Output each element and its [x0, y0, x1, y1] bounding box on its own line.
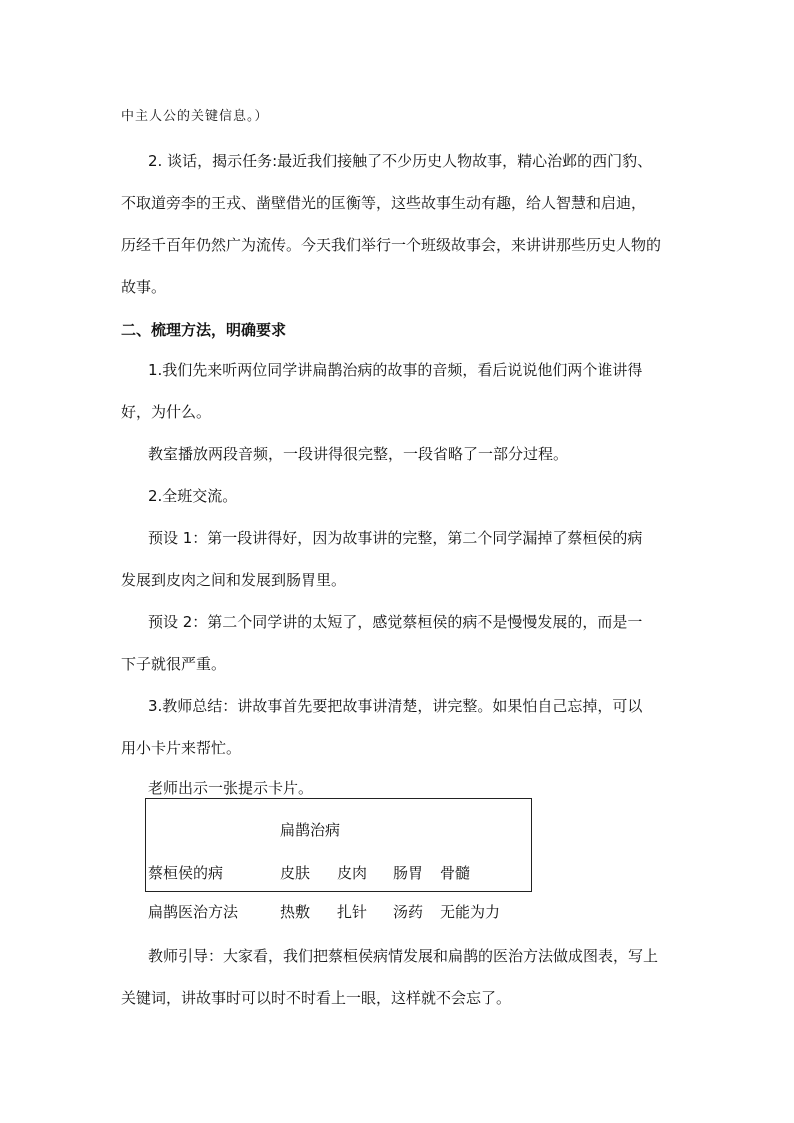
paragraph-line: 预设 2：第二个同学讲的太短了，感觉蔡桓侯的病不是慢慢发展的，而是一 [148, 613, 643, 631]
card-row2-item: 汤药 [393, 903, 424, 921]
card-title: 扁鹊治病 [280, 821, 341, 839]
paragraph-line: 好，为什么。 [121, 403, 212, 421]
paragraph-line: 老师出示一张提示卡片。 [148, 779, 314, 797]
paragraph-line: 故事。 [121, 278, 167, 296]
paragraph-line: 2. 谈话，揭示任务:最近我们接触了不少历史人物故事，精心治邺的西门豹、 [148, 152, 653, 170]
paragraph-line: 历经千百年仍然广为流传。今天我们举行一个班级故事会，来讲讲那些历史人物的 [121, 236, 662, 254]
paragraph-line: 教室播放两段音频，一段讲得很完整，一段省略了一部分过程。 [148, 445, 569, 463]
card-row2-item: 无能为力 [440, 903, 501, 921]
section-heading: 二、梳理方法，明确要求 [121, 321, 287, 339]
paragraph-line: 教师引导：大家看，我们把蔡桓侯病情发展和扁鹊的医治方法做成图表，写上 [148, 947, 659, 965]
card-row1-item: 皮肤 [280, 864, 311, 882]
card-row2-item: 扎针 [337, 903, 368, 921]
paragraph-line: 1.我们先来听两位同学讲扁鹊治病的故事的音频，看后说说他们两个谁讲得 [148, 361, 643, 379]
paragraph-line: 发展到皮肉之间和发展到肠胃里。 [121, 571, 347, 589]
card-row2-label: 扁鹊医治方法 [148, 903, 239, 921]
paragraph-line: 2.全班交流。 [148, 487, 238, 505]
paragraph-line: 不取道旁李的王戎、凿壁借光的匡衡等，这些故事生动有趣，给人智慧和启迪， [121, 194, 647, 212]
card-row2-item: 热敷 [280, 903, 311, 921]
card-row1-item: 肠胃 [393, 864, 424, 882]
paragraph-line: 下子就很严重。 [121, 655, 227, 673]
paragraph-line: 3.教师总结：讲故事首先要把故事讲清楚，讲完整。如果怕自己忘掉，可以 [148, 697, 643, 715]
card-row1-item: 骨髓 [440, 864, 471, 882]
paragraph-line: 关键词，讲故事时可以时不时看上一眼，这样就不会忘了。 [121, 989, 512, 1007]
paragraph-line: 用小卡片来帮忙。 [121, 739, 242, 757]
card-row1-item: 皮肉 [337, 864, 368, 882]
card-row1-label: 蔡桓侯的病 [148, 864, 224, 882]
paragraph-continuation: 中主人公的关键信息。） [121, 109, 269, 124]
paragraph-line: 预设 1：第一段讲得好，因为故事讲的完整，第二个同学漏掉了蔡桓侯的病 [148, 529, 643, 547]
